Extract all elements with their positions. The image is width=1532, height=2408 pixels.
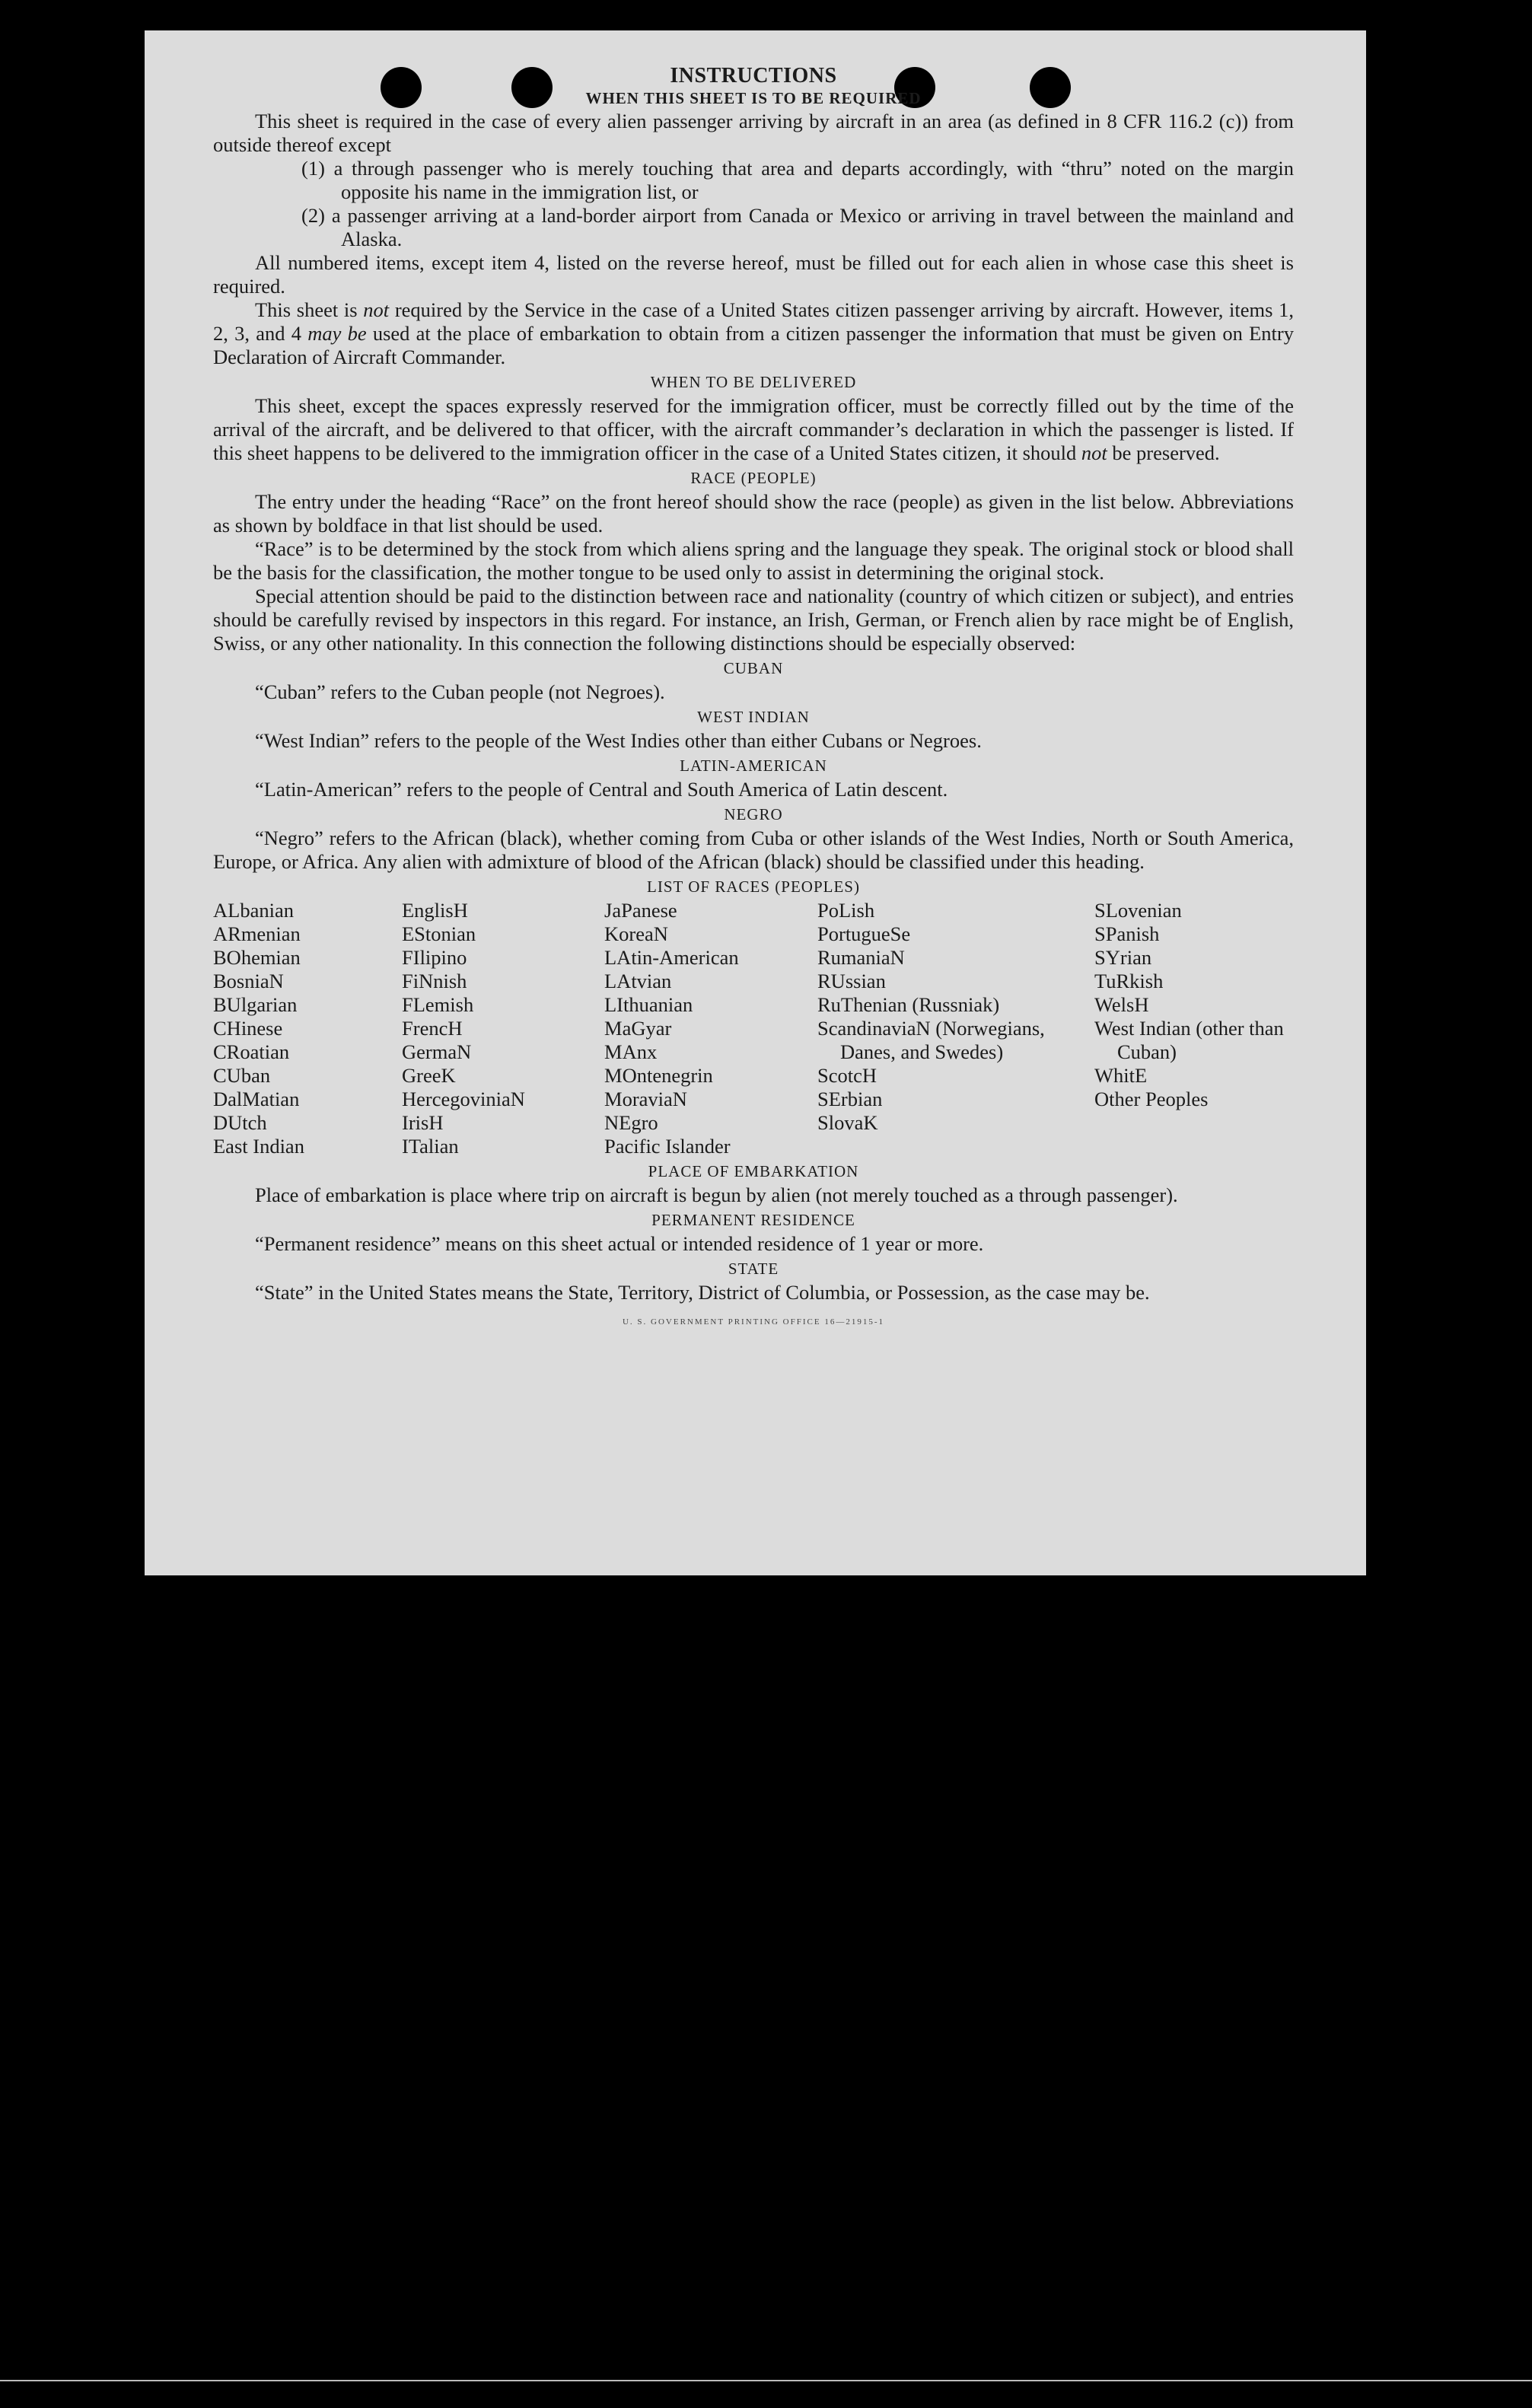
race-item: BosniaN — [213, 970, 284, 992]
paragraph-negro: “Negro” refers to the African (black), whether coming from Cuba or other islands of the West Indies, North or South America, Europe, or Africa. Any alien with admixture of blood of the African (black) should be classified under this heading. — [213, 827, 1294, 873]
race-item: JaPanese — [604, 899, 677, 922]
section-heading-latin-american: LATIN-AMERICAN — [680, 756, 827, 775]
race-item: CUban — [213, 1064, 271, 1087]
race-item: LAtvian — [604, 970, 672, 992]
section-heading-cuban: CUBAN — [723, 659, 784, 677]
paragraph-numbered-items: All numbered items, except item 4, listed on the reverse hereof, must be filled out for each alien in whose case this sheet is required. — [213, 251, 1294, 298]
race-item: CHinese — [213, 1017, 283, 1040]
section-heading-residence: PERMANENT RESIDENCE — [651, 1211, 855, 1229]
race-item: SPanish — [1094, 922, 1160, 945]
section-heading-embarkation: PLACE OF EMBARKATION — [648, 1162, 859, 1180]
race-item: DUtch — [213, 1111, 267, 1134]
race-item: LAtin-American — [604, 946, 739, 969]
section-heading-required: WHEN THIS SHEET IS TO BE REQUIRED — [585, 89, 922, 107]
race-item: BUlgarian — [213, 993, 298, 1016]
race-item: MoraviaN — [604, 1088, 687, 1110]
instruction-sheet — [145, 30, 1366, 1575]
race-item: WelsH — [1094, 993, 1149, 1016]
race-item: East Indian — [213, 1135, 304, 1158]
race-item: CRoatian — [213, 1040, 290, 1063]
race-item: DalMatian — [213, 1088, 300, 1110]
race-item: IrisH — [402, 1111, 444, 1134]
paragraph-citizen: This sheet is not required by the Service in the case of a United States citizen passenger arriving by aircraft. However, items 1, 2, 3, and 4 may be used at the place of embarkation to obtain from a citizen passenger the information that must be given on Entry Declaration of Aircraft Commander. — [213, 298, 1294, 368]
race-item: BOhemian — [213, 946, 301, 969]
race-item: FLemish — [402, 993, 474, 1016]
paragraph-race-nationality: Special attention should be paid to the distinction between race and nationality (country of which citizen or subject), and entries should be carefully revised by inspectors in this regard. For instance, an Irish, German, or French alien by race might be of English, Swiss, or any other nationality. In this connection the following distinctions should be especially observed: — [213, 584, 1294, 655]
race-item: West Indian (other than Cuban) — [1094, 1017, 1284, 1063]
exception-item-1: (1) a through passenger who is merely touching that area and departs accordingly, with “thru” noted on the margin opposite his name in the immigration list, or — [301, 157, 1294, 203]
race-item: WhitE — [1094, 1064, 1148, 1087]
race-item: NEgro — [604, 1111, 658, 1134]
race-item: ALbanian — [213, 899, 294, 922]
paragraph-required: This sheet is required in the case of every alien passenger arriving by aircraft in an area (as defined in 8 CFR 116.2 (c)) from outside thereof except — [213, 110, 1294, 156]
paragraph-residence: “Permanent residence” means on this sheet actual or intended residence of 1 year or more. — [255, 1232, 984, 1255]
paragraph-race-entry: The entry under the heading “Race” on the front hereof should show the race (people) as given in the list below. Abbreviations as shown by boldface in that list should be used. — [213, 490, 1294, 537]
race-item: ITalian — [402, 1135, 459, 1158]
printer-imprint: U. S. GOVERNMENT PRINTING OFFICE 16—21915-1 — [622, 1317, 884, 1327]
paragraph-west-indian: “West Indian” refers to the people of the West Indies other than either Cubans or Negroes. — [255, 729, 982, 752]
section-heading-negro: NEGRO — [724, 805, 783, 823]
race-list — [213, 899, 1294, 1158]
race-item: HercegoviniaN — [402, 1088, 525, 1110]
race-list-column — [1094, 899, 1292, 1158]
race-item: SYrian — [1094, 946, 1152, 969]
race-item: GreeK — [402, 1064, 456, 1087]
paragraph-state: “State” in the United States means the State, Territory, District of Columbia, or Possession, as the case may be. — [255, 1281, 1150, 1304]
race-item: FIlipino — [402, 946, 467, 969]
race-item: PortugueSe — [817, 922, 911, 945]
race-list-column — [817, 899, 1094, 1158]
race-item: FrencH — [402, 1017, 463, 1040]
race-item: Pacific Islander — [604, 1135, 731, 1158]
race-item: RumaniaN — [817, 946, 905, 969]
section-heading-race-list: LIST OF RACES (PEOPLES) — [647, 878, 860, 896]
race-item: SlovaK — [817, 1111, 878, 1134]
race-item: SErbian — [817, 1088, 883, 1110]
paragraph-embarkation: Place of embarkation is place where trip on aircraft is begun by alien (not merely touched as a through passenger). — [255, 1183, 1178, 1206]
race-list-column — [402, 899, 604, 1158]
paragraph-cuban: “Cuban” refers to the Cuban people (not Negroes). — [255, 680, 665, 703]
race-item: KoreaN — [604, 922, 668, 945]
exception-item-2: (2) a passenger arriving at a land-border airport from Canada or Mexico or arriving in travel between the mainland and Alaska. — [301, 204, 1294, 250]
race-item: ScotcH — [817, 1064, 877, 1087]
section-heading-race: RACE (PEOPLE) — [690, 469, 817, 487]
section-heading-west-indian: WEST INDIAN — [697, 708, 810, 726]
scan-edge-line — [0, 2380, 1532, 2381]
race-item: LIthuanian — [604, 993, 693, 1016]
race-item: RUssian — [817, 970, 886, 992]
race-item: TuRkish — [1094, 970, 1164, 992]
paragraph-latin-american: “Latin-American” refers to the people of Central and South America of Latin descent. — [255, 778, 948, 801]
page-title: INSTRUCTIONS — [670, 64, 837, 88]
race-item: GermaN — [402, 1040, 472, 1063]
race-item: RuThenian (Russniak) — [817, 993, 1000, 1016]
sheet-content — [213, 64, 1294, 1334]
race-list-column — [604, 899, 817, 1158]
race-item: MAnx — [604, 1040, 658, 1063]
paragraph-race-definition: “Race” is to be determined by the stock from which aliens spring and the language they speak. The original stock or blood shall be the basis for the classification, the mother tongue to be used only to assist in determining the original stock. — [213, 537, 1294, 584]
race-item: ScandinaviaN (Norwegians, Danes, and Swedes) — [817, 1017, 1045, 1063]
race-list-column — [213, 899, 402, 1158]
race-item: FiNnish — [402, 970, 467, 992]
race-item: Other Peoples — [1094, 1088, 1209, 1110]
race-item: MaGyar — [604, 1017, 672, 1040]
race-item: MOntenegrin — [604, 1064, 713, 1087]
section-heading-state: STATE — [728, 1260, 779, 1278]
race-item: SLovenian — [1094, 899, 1182, 922]
race-item: EStonian — [402, 922, 476, 945]
race-item: PoLish — [817, 899, 875, 922]
race-item: EnglisH — [402, 899, 468, 922]
section-heading-delivered: WHEN TO BE DELIVERED — [650, 373, 857, 391]
paragraph-delivered: This sheet, except the spaces expressly reserved for the immigration officer, must be correctly filled out by the time of the arrival of the aircraft, and be delivered to that officer, with the aircraft commander’s declaration in which the passenger is listed. If this sheet happens to be delivered to the immigration officer in the case of a United States citizen, it should not be preserved. — [213, 394, 1294, 464]
race-item: ARmenian — [213, 922, 301, 945]
